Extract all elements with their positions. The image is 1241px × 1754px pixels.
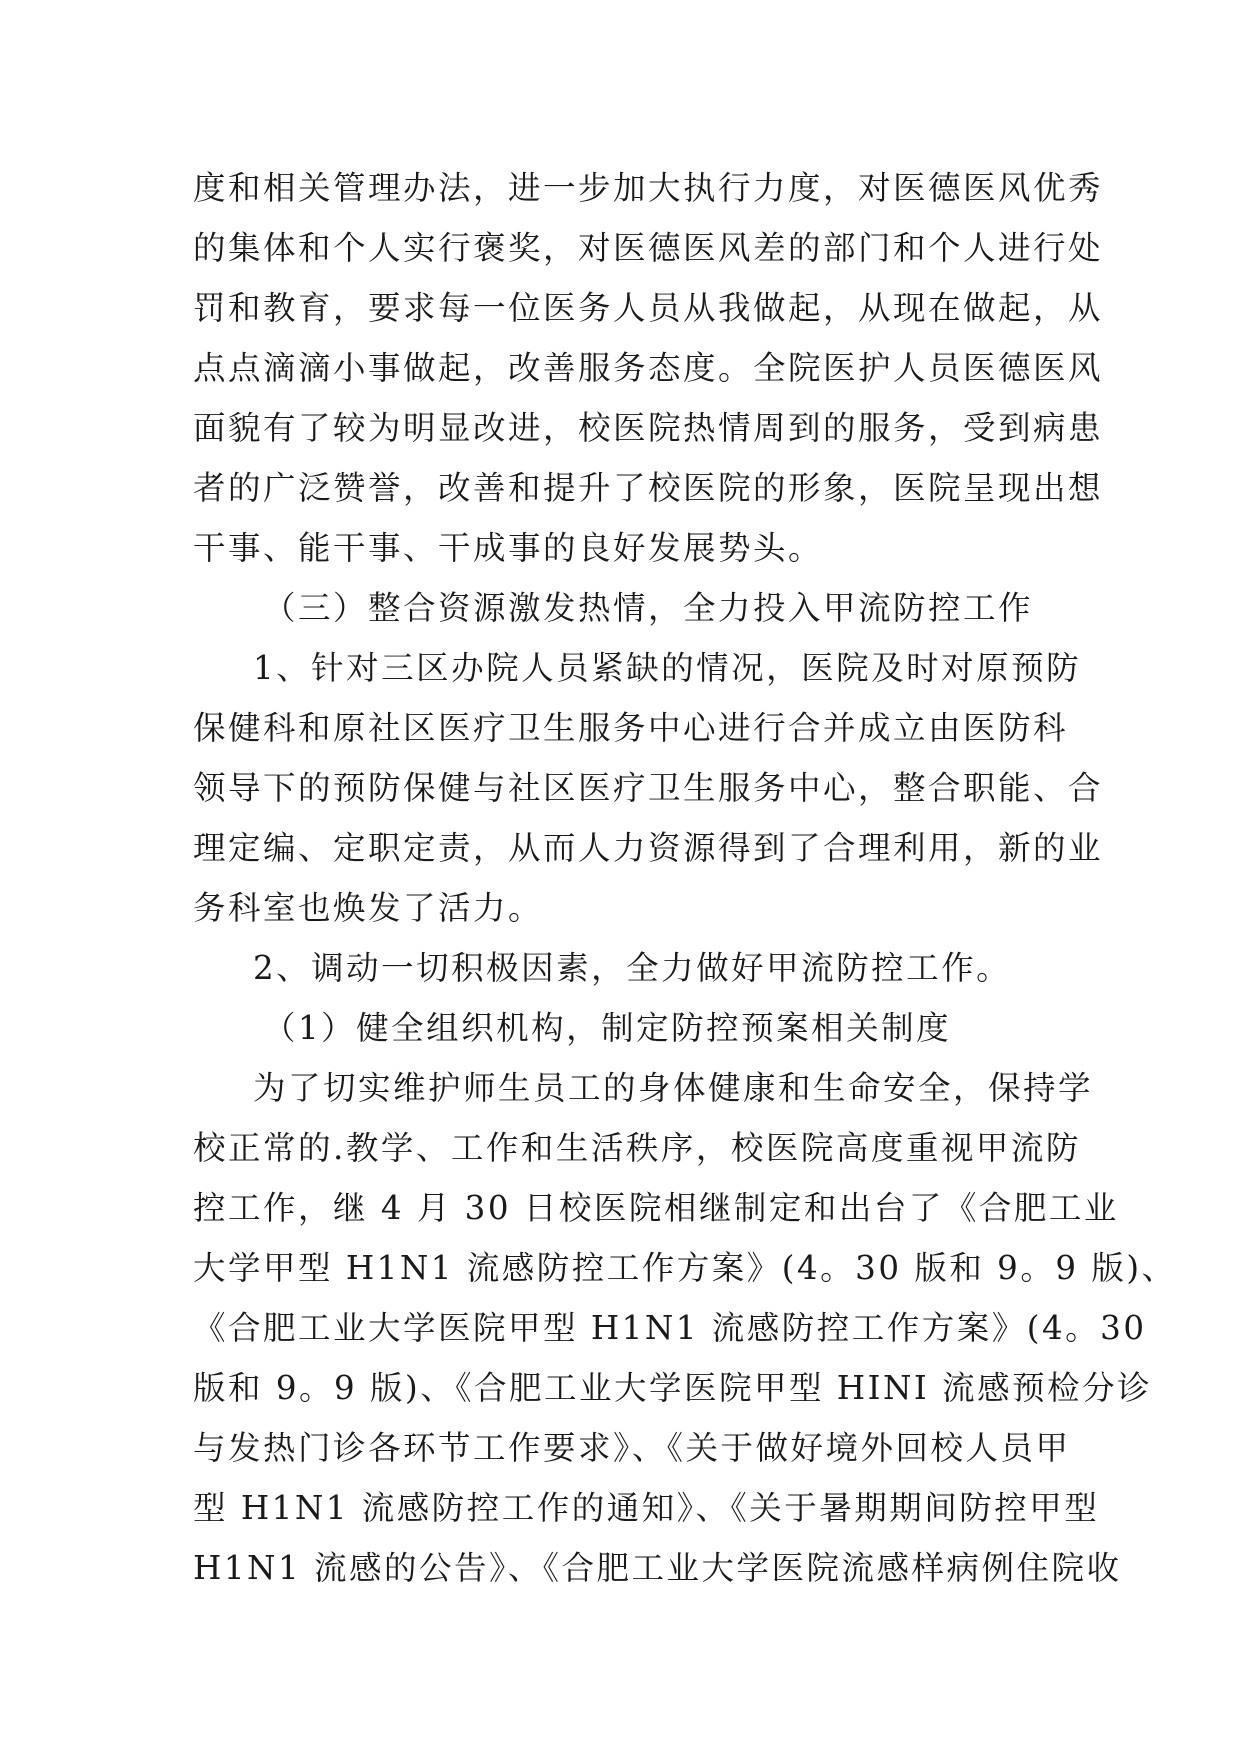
text-line: 为了切实维护师生员工的身体健康和生命安全，保持学 bbox=[253, 1069, 1094, 1107]
text-line: 1、针对三区办院人员紧缺的情况，医院及时对原预防 bbox=[253, 649, 1082, 687]
subsection-heading: （1）健全组织机构，制定防控预案相关制度 bbox=[263, 1009, 952, 1047]
section-heading: （三）整合资源激发热情，全力投入甲流防控工作 bbox=[263, 589, 1034, 627]
text-line: 务科室也焕发了活力。 bbox=[193, 889, 544, 927]
text-line: 者的广泛赞誉，改善和提升了校医院的形象，医院呈现出想 bbox=[193, 469, 1104, 507]
text-line: 面貌有了较为明显改进，校医院热情周到的服务，受到病患 bbox=[193, 409, 1104, 447]
text-line: 罚和教育，要求每一位医务人员从我做起，从现在做起，从 bbox=[193, 289, 1104, 327]
text-line: 版和 9。9 版)、《合肥工业大学医院甲型 HINI 流感预检分诊 bbox=[193, 1369, 1153, 1407]
text-line: 2、调动一切积极因素，全力做好甲流防控工作。 bbox=[253, 949, 1012, 987]
text-line: 型 H1N1 流感防控工作的通知》、《关于暑期期间防控甲型 bbox=[193, 1489, 1100, 1527]
text-line: 干事、能干事、干成事的良好发展势头。 bbox=[193, 529, 824, 567]
text-line: 控工作，继 4 月 30 日校医院相继制定和出台了《合肥工业 bbox=[193, 1189, 1119, 1227]
text-line: 理定编、定职定责，从而人力资源得到了合理利用，新的业 bbox=[193, 829, 1104, 867]
text-line: 保健科和原社区医疗卫生服务中心进行合并成立由医防科 bbox=[193, 709, 1069, 747]
text-line: 大学甲型 H1N1 流感防控工作方案》(4。30 版和 9。9 版)、 bbox=[193, 1249, 1177, 1287]
text-line: H1N1 流感的公告》、《合肥工业大学医院流感样病例住院收 bbox=[193, 1549, 1122, 1587]
text-line: 校正常的.教学、工作和生活秩序，校医院高度重视甲流防 bbox=[193, 1129, 1081, 1167]
text-line: 点点滴滴小事做起，改善服务态度。全院医护人员医德医风 bbox=[193, 349, 1104, 387]
text-line: 度和相关管理办法，进一步加大执行力度，对医德医风优秀 bbox=[193, 169, 1104, 207]
text-line: 《合肥工业大学医院甲型 H1N1 流感防控工作方案》(4。30 bbox=[193, 1309, 1147, 1347]
body-text bbox=[193, 158, 1177, 1598]
text-line: 与发热门诊各环节工作要求》、《关于做好境外回校人员甲 bbox=[193, 1429, 1071, 1467]
text-line: 的集体和个人实行褒奖，对医德医风差的部门和个人进行处 bbox=[193, 229, 1104, 267]
text-line: 领导下的预防保健与社区医疗卫生服务中心，整合职能、合 bbox=[193, 769, 1104, 807]
